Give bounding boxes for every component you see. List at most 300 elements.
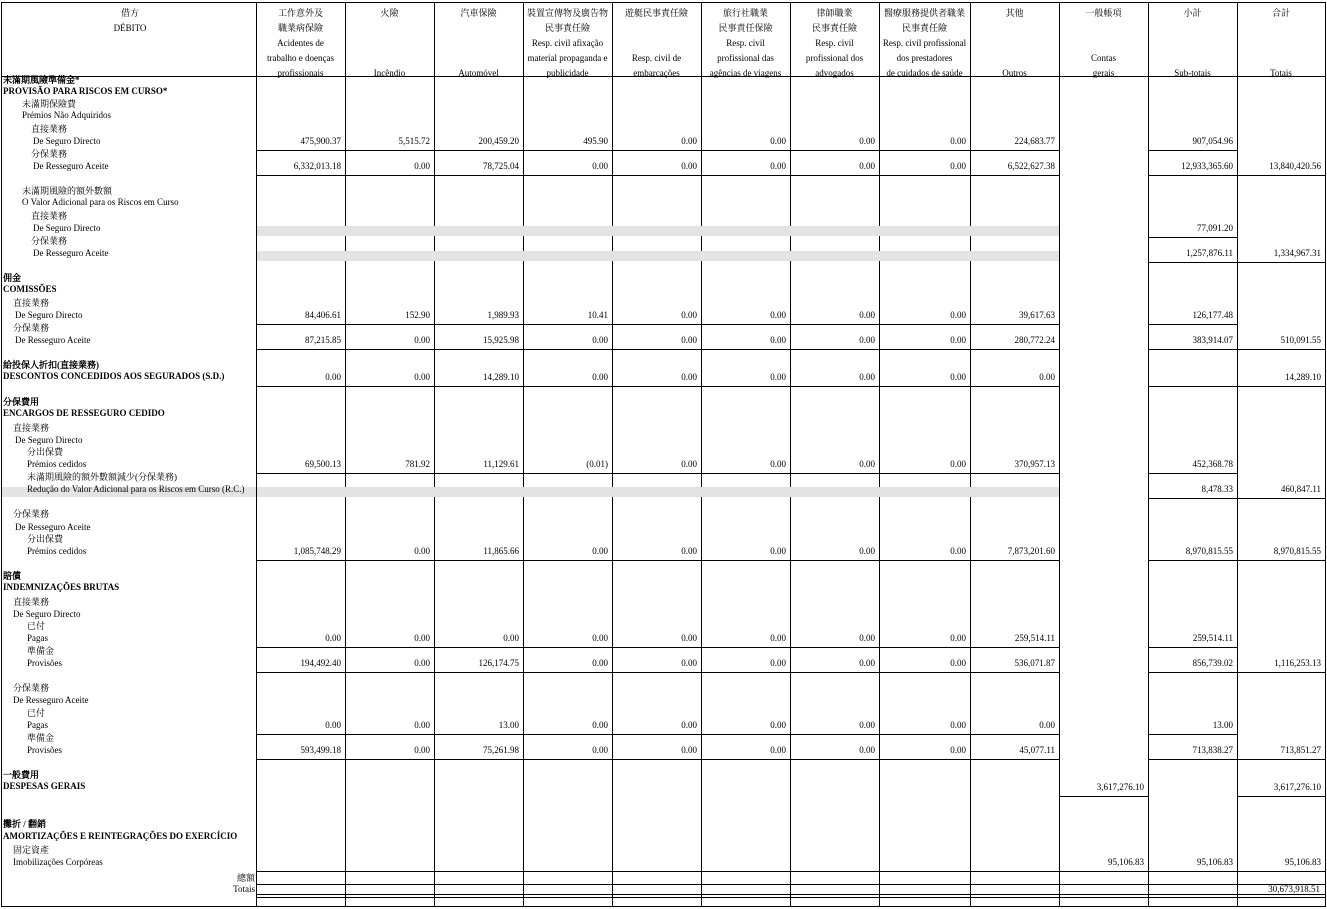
grid-vline xyxy=(1,2,2,906)
row-label: 已付 xyxy=(27,708,46,718)
grid-hline xyxy=(523,473,612,474)
grid-hline xyxy=(1148,150,1237,151)
grid-hline xyxy=(256,175,345,176)
grid-hline xyxy=(1237,498,1325,499)
row-label: 未滿期保險費 xyxy=(22,99,77,109)
column-header-line xyxy=(612,21,701,36)
cell-vad_aceite-tot: 1,334,967.31 xyxy=(1273,248,1321,258)
grid-hline xyxy=(434,672,523,673)
cell-ind_aceite_prov-emb: 0.00 xyxy=(681,745,697,755)
debit-header-pt: DÉBITO xyxy=(113,23,147,33)
grid-hline xyxy=(1237,560,1325,561)
row-label: 未滿期風險的額外數額 xyxy=(22,186,113,196)
cell-enc_direct_cedidos-fire: 781.92 xyxy=(405,459,430,469)
grid-hline xyxy=(612,734,701,735)
cell-com_direct-viag: 0.00 xyxy=(770,310,786,320)
cell-com_direct-at: 84,406.61 xyxy=(305,310,341,320)
cell-ind_direct_prov-out: 536,071.87 xyxy=(1014,658,1055,668)
cell-ind_direct_pagas-fire: 0.00 xyxy=(414,633,430,643)
grid-hline xyxy=(523,386,612,387)
grid-hline xyxy=(523,734,612,735)
totals-label-pt: Totais xyxy=(233,884,255,894)
totals-label-zh: 總額 xyxy=(236,873,255,883)
grid-hline xyxy=(1148,349,1237,350)
column-header-line: advogados xyxy=(815,68,854,78)
grid-hline xyxy=(345,672,434,673)
cell-ind_direct_prov-mat: 0.00 xyxy=(592,658,608,668)
cell-enc_aceite_cedidos-auto: 11,865.66 xyxy=(483,546,519,556)
row-label: 未滿期風險的額外數額減少(分保業務) xyxy=(27,472,177,482)
cell-enc_direct_cedidos-mat: (0.01) xyxy=(586,459,608,469)
column-header-line: Automóvel xyxy=(458,68,499,78)
column-header-line: embarcações xyxy=(633,68,680,78)
grid-hline xyxy=(612,647,701,648)
grid-hline xyxy=(345,349,434,350)
cell-prna_direct-mat: 495.90 xyxy=(583,136,608,146)
cell-com_direct-auto: 1,989.93 xyxy=(487,310,519,320)
cell-despesas-cg: 3,617,276.10 xyxy=(1096,782,1144,792)
row-label: DESPESAS GERAIS xyxy=(3,781,86,791)
column-header-line: Contas xyxy=(1090,53,1116,63)
grid-hline xyxy=(256,324,345,325)
grid-hline xyxy=(1148,498,1237,499)
grid-hline xyxy=(612,386,701,387)
row-label: Prémios cedidos xyxy=(27,459,87,469)
cell-prna_aceite-saude: 0.00 xyxy=(950,161,966,171)
cell-descontos-fire: 0.00 xyxy=(414,372,430,382)
column-header-line: Resp. civil afixação xyxy=(531,38,604,48)
cell-ind_aceite_pagas-out: 0.00 xyxy=(1039,720,1055,730)
grid-hline xyxy=(970,386,1059,387)
grid-hline xyxy=(523,759,612,760)
row-label: ENCARGOS DE RESSEGURO CEDIDO xyxy=(3,408,165,418)
row-label: De Seguro Directo xyxy=(33,223,101,233)
cell-ind_direct_pagas-sub: 259,514.11 xyxy=(1192,633,1233,643)
grid-hline xyxy=(1148,237,1237,238)
row-label: De Resseguro Aceite xyxy=(13,695,89,705)
cell-ind_aceite_prov-saude: 0.00 xyxy=(950,745,966,755)
cell-ind_aceite_pagas-adv: 0.00 xyxy=(859,720,875,730)
row-label: 分出保費 xyxy=(27,447,64,457)
grid-hline xyxy=(523,324,612,325)
cell-enc_direct_cedidos-at: 69,500.13 xyxy=(305,459,341,469)
cell-ind_aceite_prov-adv: 0.00 xyxy=(859,745,875,755)
cell-vad_direct-sub: 77,091.20 xyxy=(1197,223,1233,233)
cell-prna_direct-auto: 200,459.20 xyxy=(478,136,519,146)
cell-ind_aceite_pagas-fire: 0.00 xyxy=(414,720,430,730)
cell-enc_aceite_cedidos-fire: 0.00 xyxy=(414,546,430,556)
grid-hline xyxy=(790,672,879,673)
row-label: 分保業務 xyxy=(13,509,50,519)
column-header-fire xyxy=(345,6,434,81)
grid-hline xyxy=(701,324,790,325)
cell-descontos-adv: 0.00 xyxy=(859,372,875,382)
grid-hline xyxy=(879,324,970,325)
cell-ind_aceite_pagas-mat: 0.00 xyxy=(592,720,608,730)
column-header-line xyxy=(434,36,523,51)
cell-prna_direct-fire: 5,515.72 xyxy=(398,136,430,146)
grid-hline xyxy=(701,150,790,151)
row-label: 賠償 xyxy=(3,571,22,581)
row-label: De Resseguro Aceite xyxy=(33,248,109,258)
grid-hline xyxy=(345,759,434,760)
column-header-line: 民事責任險 xyxy=(901,23,947,33)
grid-hline xyxy=(345,386,434,387)
grid-hline xyxy=(612,175,701,176)
grid-hline xyxy=(970,473,1059,474)
row-label: Redução do Valor Adicional para os Riscos em Curso (R.C.) xyxy=(27,484,245,494)
column-header-line xyxy=(434,51,523,66)
cell-ind_aceite_pagas-emb: 0.00 xyxy=(681,720,697,730)
column-header-line: profissional dos xyxy=(805,53,864,63)
cell-com_aceite-at: 87,215.85 xyxy=(305,335,341,345)
grid-hline xyxy=(256,672,345,673)
cell-prna_direct-out: 224,683.77 xyxy=(1014,136,1055,146)
cell-ind_aceite_prov-at: 593,499.18 xyxy=(300,745,341,755)
cell-descontos-mat: 0.00 xyxy=(592,372,608,382)
column-header-line: 旅行社職業 xyxy=(722,8,768,18)
grid-hline xyxy=(790,150,879,151)
grid-hline xyxy=(256,647,345,648)
grid-hline xyxy=(1237,386,1325,387)
column-header-line: Acidentes de xyxy=(277,38,324,48)
cell-enc_aceite_cedidos-emb: 0.00 xyxy=(681,546,697,556)
column-header-line: 合計 xyxy=(1271,8,1290,18)
grid-hline xyxy=(701,734,790,735)
row-label: 分保業務 xyxy=(13,323,50,333)
row-label: De Seguro Directo xyxy=(15,435,83,445)
cell-com_direct-out: 39,617.63 xyxy=(1019,310,1055,320)
row-label: Pagas xyxy=(27,720,48,730)
cell-ind_aceite_prov-auto: 75,261.98 xyxy=(483,745,519,755)
row-label: 直接業務 xyxy=(13,298,50,308)
grid-hline xyxy=(879,386,970,387)
column-header-line: 遊艇民事責任險 xyxy=(624,8,688,18)
cell-ind_aceite_prov-mat: 0.00 xyxy=(592,745,608,755)
row-label: 直接業務 xyxy=(13,423,50,433)
grid-hline xyxy=(701,175,790,176)
grid-hline xyxy=(256,884,1325,885)
column-header-line: profissional das xyxy=(717,53,774,63)
grid-hline xyxy=(970,647,1059,648)
grid-hline xyxy=(345,734,434,735)
column-header-tot xyxy=(1237,6,1325,81)
cell-com_aceite-adv: 0.00 xyxy=(859,335,875,345)
cell-prna_aceite-adv: 0.00 xyxy=(859,161,875,171)
cell-ind_aceite_pagas-viag: 0.00 xyxy=(770,720,786,730)
column-header-line: agências de viagens xyxy=(709,68,782,78)
column-header-line: Outros xyxy=(1002,68,1027,78)
grid-hline xyxy=(434,473,523,474)
grid-hline xyxy=(612,324,701,325)
cell-ind_direct_prov-adv: 0.00 xyxy=(859,658,875,668)
grid-vline xyxy=(1237,2,1238,906)
grid-hline xyxy=(1237,349,1325,350)
row-label: AMORTIZAÇÕES E REINTEGRAÇÕES DO EXERCÍCIO xyxy=(3,831,238,841)
row-label: 直接業務 xyxy=(31,211,68,221)
row-label: 分出保費 xyxy=(27,534,64,544)
cell-prna_direct-adv: 0.00 xyxy=(859,136,875,146)
grid-hline xyxy=(701,473,790,474)
grid-hline xyxy=(523,647,612,648)
row-label: Prémios Não Adquiridos xyxy=(22,110,111,120)
grid-hline xyxy=(434,759,523,760)
column-header-line: 火險 xyxy=(380,8,399,18)
cell-ind_aceite_prov-sub: 713,838.27 xyxy=(1192,745,1233,755)
grid-hline xyxy=(790,349,879,350)
cell-ind_direct_prov-viag: 0.00 xyxy=(770,658,786,668)
cell-com_direct-adv: 0.00 xyxy=(859,310,875,320)
cell-com_aceite-out: 280,772.24 xyxy=(1014,335,1055,345)
grid-hline xyxy=(434,324,523,325)
grid-hline xyxy=(345,647,434,648)
cell-com_aceite-viag: 0.00 xyxy=(770,335,786,345)
grid-hline xyxy=(1,906,1326,907)
grid-hline xyxy=(1148,175,1237,176)
cell-prna_direct-emb: 0.00 xyxy=(681,136,697,146)
grid-vline xyxy=(1325,2,1326,906)
cell-amort-cg: 95,106.83 xyxy=(1108,857,1144,867)
grid-hline xyxy=(701,560,790,561)
grid-hline xyxy=(612,560,701,561)
grid-hline xyxy=(612,150,701,151)
column-header-line: 民事責任險 xyxy=(544,23,590,33)
column-header-sub xyxy=(1148,6,1237,81)
grid-hline xyxy=(523,349,612,350)
cell-prna_aceite-mat: 0.00 xyxy=(592,161,608,171)
grid-hline xyxy=(523,672,612,673)
column-header-line: 律師職業 xyxy=(816,8,853,18)
cell-ind_aceite_pagas-saude: 0.00 xyxy=(950,720,966,730)
grid-hline xyxy=(345,473,434,474)
grid-hline xyxy=(434,560,523,561)
cell-ind_direct_prov-fire: 0.00 xyxy=(414,658,430,668)
cell-com_direct-fire: 152.90 xyxy=(405,310,430,320)
grid-hline xyxy=(1148,386,1237,387)
grid-hline xyxy=(1148,759,1237,760)
cell-descontos-emb: 0.00 xyxy=(681,372,697,382)
grid-hline xyxy=(701,759,790,760)
row-label: 分保業務 xyxy=(13,683,50,693)
cell-prna_aceite-sub: 12,933,365.60 xyxy=(1181,161,1233,171)
cell-enc_aceite_cedidos-adv: 0.00 xyxy=(859,546,875,556)
grid-hline xyxy=(970,150,1059,151)
grid-hline xyxy=(434,386,523,387)
cell-prna_aceite-viag: 0.00 xyxy=(770,161,786,171)
grid-hline xyxy=(434,150,523,151)
cell-com_aceite-fire: 0.00 xyxy=(414,335,430,345)
cell-enc_direct_cedidos-viag: 0.00 xyxy=(770,459,786,469)
cell-ind_aceite_prov-out: 45,077.11 xyxy=(1019,745,1055,755)
column-header-mat xyxy=(523,6,612,81)
grid-hline xyxy=(790,324,879,325)
cell-descontos-tot: 14,289.10 xyxy=(1285,372,1321,382)
column-header-emb xyxy=(612,6,701,81)
grid-hline xyxy=(345,175,434,176)
column-header-line: 工作意外及 xyxy=(277,8,323,18)
grid-hline xyxy=(1237,262,1325,263)
cell-vad_aceite-sub: 1,257,876.11 xyxy=(1186,248,1233,258)
row-label: 準備金 xyxy=(27,733,55,743)
grid-hline xyxy=(879,473,970,474)
cell-enc_aceite_cedidos-at: 1,085,748.29 xyxy=(293,546,341,556)
column-header-line: 其他 xyxy=(1005,8,1024,18)
cell-prna_aceite-fire: 0.00 xyxy=(414,161,430,171)
cell-enc_reducao-sub: 8,478.33 xyxy=(1201,484,1233,494)
row-label: Provisões xyxy=(27,745,63,755)
cell-com_aceite-mat: 0.00 xyxy=(592,335,608,345)
cell-ind_aceite_pagas-auto: 13.00 xyxy=(498,720,519,730)
column-header-line xyxy=(345,51,434,66)
grid-hline xyxy=(434,349,523,350)
cell-enc_direct_cedidos-out: 370,957.13 xyxy=(1014,459,1055,469)
grid-hline xyxy=(879,560,970,561)
column-header-saude xyxy=(879,6,970,81)
grid-hline xyxy=(970,759,1059,760)
column-header-line xyxy=(1059,21,1148,36)
grid-hline xyxy=(1148,560,1237,561)
column-header-line: Resp. civil de xyxy=(631,53,682,63)
cell-ind_direct_prov-saude: 0.00 xyxy=(950,658,966,668)
column-header-line: 民事責任保險 xyxy=(718,23,773,33)
grid-hline xyxy=(970,734,1059,735)
cell-descontos-out: 0.00 xyxy=(1039,372,1055,382)
row-label: 佣金 xyxy=(3,273,22,283)
cell-prna_aceite-emb: 0.00 xyxy=(681,161,697,171)
grid-hline xyxy=(256,473,345,474)
row-label: 未滿期風險準備金* xyxy=(3,75,80,85)
grid-hline xyxy=(1148,262,1237,263)
grid-hline xyxy=(256,560,345,561)
row-label: De Resseguro Aceite xyxy=(15,335,91,345)
row-label: PROVISÃO PARA RISCOS EM CURSO* xyxy=(3,86,168,96)
cell-com_direct-mat: 10.41 xyxy=(587,310,608,320)
cell-enc_reducao-tot: 460,847.11 xyxy=(1280,484,1321,494)
column-header-at xyxy=(256,6,345,81)
grid-hline xyxy=(256,150,345,151)
grid-hline xyxy=(879,349,970,350)
debit-header-zh: 借方 xyxy=(120,8,139,18)
row-label: 直接業務 xyxy=(13,597,50,607)
cell-prna_direct-saude: 0.00 xyxy=(950,136,966,146)
cell-ind_direct_pagas-at: 0.00 xyxy=(325,633,341,643)
column-header-line: Totais xyxy=(1270,68,1292,78)
column-header-cg xyxy=(1059,6,1148,81)
grid-hline xyxy=(970,175,1059,176)
cell-prna_aceite-out: 6,522,627.38 xyxy=(1007,161,1055,171)
grid-hline xyxy=(790,759,879,760)
row-label: DESCONTOS CONCEDIDOS AOS SEGURADOS (S.D.) xyxy=(3,371,225,381)
shaded-row xyxy=(257,226,1059,236)
grid-hline xyxy=(879,759,970,760)
cell-ind_direct_prov-sub: 856,739.02 xyxy=(1192,658,1233,668)
row-label: 一般費用 xyxy=(3,770,40,780)
grid-hline xyxy=(701,672,790,673)
cell-com_aceite-auto: 15,925.98 xyxy=(483,335,519,345)
cell-amort-tot: 95,106.83 xyxy=(1285,857,1321,867)
row-label: 準備金 xyxy=(27,646,55,656)
cell-prna_aceite-auto: 78,725.04 xyxy=(483,161,519,171)
column-header-line: 小計 xyxy=(1183,8,1202,18)
grid-hline xyxy=(879,647,970,648)
cell-ind_direct_pagas-saude: 0.00 xyxy=(950,633,966,643)
column-header-line: 職業病保險 xyxy=(277,23,323,33)
column-header-line: de cuidados de saúde xyxy=(886,68,963,78)
grid-hline xyxy=(256,894,1325,895)
cell-ind_direct_prov-tot: 1,116,253.13 xyxy=(1274,658,1321,668)
grid-hline xyxy=(790,473,879,474)
cell-com_direct-sub: 126,177.48 xyxy=(1192,310,1233,320)
grid-hline xyxy=(612,349,701,350)
grid-hline xyxy=(1237,672,1325,673)
column-header-line: Resp. civil profissional xyxy=(882,38,967,48)
shaded-row xyxy=(257,251,1059,261)
cell-prna_direct-viag: 0.00 xyxy=(770,136,786,146)
grid-hline xyxy=(790,386,879,387)
cell-amort-sub: 95,106.83 xyxy=(1197,857,1233,867)
row-label: 直接業務 xyxy=(31,124,68,134)
grid-hline xyxy=(256,871,1059,872)
cell-com_direct-saude: 0.00 xyxy=(950,310,966,320)
grid-hline xyxy=(1148,324,1237,325)
column-header-auto xyxy=(434,6,523,81)
cell-com_aceite-sub: 383,914.07 xyxy=(1192,335,1233,345)
cell-ind_direct_prov-auto: 126,174.75 xyxy=(478,658,519,668)
grid-hline xyxy=(970,324,1059,325)
column-header-line: 一般帳項 xyxy=(1085,8,1122,18)
row-label: 分保費用 xyxy=(3,397,40,407)
cell-enc_aceite_cedidos-out: 7,873,201.60 xyxy=(1007,546,1055,556)
row-label: 給投保人折扣(直接業務) xyxy=(3,360,99,370)
column-header-line: material propaganda e xyxy=(527,53,608,63)
cell-enc_aceite_cedidos-viag: 0.00 xyxy=(770,546,786,556)
row-label: Provisões xyxy=(27,658,63,668)
column-header-line: 醫療服務提供者職業 xyxy=(883,8,965,18)
row-label: De Seguro Directo xyxy=(13,609,81,619)
grid-hline xyxy=(345,560,434,561)
column-header-line xyxy=(1237,51,1325,66)
column-header-line xyxy=(1148,21,1237,36)
cell-ind_direct_prov-emb: 0.00 xyxy=(681,658,697,668)
row-label: O Valor Adicional para os Riscos em Curso xyxy=(22,197,179,207)
row-label: 已付 xyxy=(27,621,46,631)
cell-ind_aceite_prov-viag: 0.00 xyxy=(770,745,786,755)
grand-total-value: 30,673,918.51 xyxy=(1268,884,1320,894)
grid-hline xyxy=(1,76,1326,77)
cell-enc_direct_cedidos-sub: 452,368.78 xyxy=(1192,459,1233,469)
row-label: Pagas xyxy=(27,633,48,643)
row-label: Imobilizações Corpóreas xyxy=(13,857,103,867)
column-header-line xyxy=(612,36,701,51)
cell-descontos-at: 0.00 xyxy=(325,372,341,382)
grid-hline xyxy=(523,175,612,176)
grid-hline xyxy=(879,734,970,735)
cell-ind_aceite_prov-fire: 0.00 xyxy=(414,745,430,755)
grid-hline xyxy=(434,734,523,735)
grid-hline xyxy=(1148,734,1237,735)
column-header-line: publicidade xyxy=(546,68,589,78)
grid-hline xyxy=(879,150,970,151)
cell-prna_aceite-tot: 13,840,420.56 xyxy=(1269,161,1321,171)
row-label: De Resseguro Aceite xyxy=(33,161,109,171)
column-header-viag xyxy=(701,6,790,81)
column-header-line xyxy=(970,51,1059,66)
column-header-line: trabalho e doenças xyxy=(267,53,334,63)
column-header-adv xyxy=(790,6,879,81)
column-header-line xyxy=(1148,51,1237,66)
column-header-line: Resp. civil xyxy=(726,38,765,48)
column-header-line: Sub-totais xyxy=(1174,68,1211,78)
